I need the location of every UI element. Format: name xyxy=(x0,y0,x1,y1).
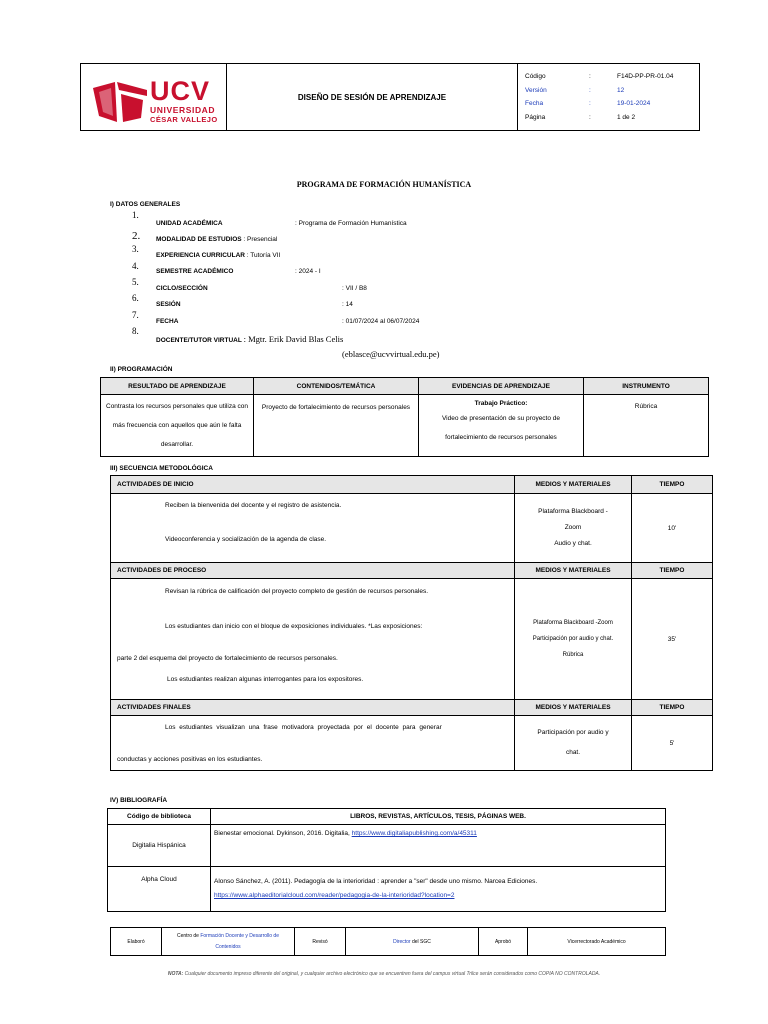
instrumento-cell: Rúbrica xyxy=(584,395,709,457)
director-suffix: del SGC xyxy=(410,938,431,945)
medio-item: Zoom xyxy=(564,524,582,531)
medio-item: Audio y chat. xyxy=(554,540,592,547)
datos-label: CICLO/SECCIÓN xyxy=(156,285,208,292)
activity-item: Revisan la rúbrica de calificación del proyecto completo de gestión de recursos personales. xyxy=(165,588,429,595)
footer-note xyxy=(0,971,768,977)
bib-code: Digitalia Hispánica xyxy=(108,825,211,867)
reviso-label: Revisó xyxy=(295,928,346,956)
inicio-tiempo: 10' xyxy=(632,494,713,563)
inicio-medios xyxy=(515,494,632,563)
logo-line2: CÉSAR VALLEJO xyxy=(150,115,218,124)
meta-value: 1 de 2 xyxy=(617,113,636,121)
datos-value: : 2024 - I xyxy=(295,268,321,275)
activity-item: Reciben la bienvenida del docente y el registro de asistencia. xyxy=(165,502,342,509)
datos-row xyxy=(156,318,178,325)
secuencia-table xyxy=(110,475,713,771)
datos-label: FECHA xyxy=(156,318,179,325)
datos-value: : 01/07/2024 al 06/07/2024 xyxy=(342,318,420,325)
tutor-email: (eblasce@ucvvirtual.edu.pe) xyxy=(342,349,440,359)
proceso-tiempo: 35' xyxy=(632,579,713,700)
finales-medios xyxy=(515,716,632,771)
datos-row xyxy=(156,334,343,344)
bib-code: Alpha Cloud xyxy=(108,867,211,912)
item-number: 7. xyxy=(132,310,139,320)
col-contenidos: CONTENIDOS/TEMÁTICA xyxy=(254,378,419,395)
bib-link[interactable]: https://www.digitaliapublishing.com/a/45311 xyxy=(351,830,477,837)
tiempo-header: TIEMPO xyxy=(632,700,713,716)
note-label: NOTA: xyxy=(167,971,184,977)
datos-label: UNIDAD ACADÉMICA xyxy=(156,220,223,227)
bib-reference xyxy=(211,825,666,867)
datos-label: SEMESTRE ACADÉMICO xyxy=(156,268,234,275)
centro-link-2: Contenidos xyxy=(215,943,241,950)
elaboro-label: Elaboró xyxy=(111,928,162,956)
datos-row xyxy=(156,220,223,227)
evidencia-text: Video de presentación de su proyecto de fortalecimiento de recursos personales xyxy=(441,415,561,441)
bibliografia-table xyxy=(107,808,666,912)
item-number: 3. xyxy=(132,244,139,254)
document-header xyxy=(80,63,700,131)
medio-item: Plataforma Blackboard -Zoom xyxy=(533,620,613,626)
program-title: PROGRAMA DE FORMACIÓN HUMANÍSTICA xyxy=(296,180,472,189)
reviso-value xyxy=(346,928,479,956)
item-number: 2. xyxy=(132,230,141,242)
tiempo-header: TIEMPO xyxy=(632,476,713,494)
section-heading-secuencia: III) SECUENCIA METODOLÓGICA xyxy=(110,465,213,472)
meta-value: 19-01-2024 xyxy=(617,100,651,107)
logo-line1: UNIVERSIDAD xyxy=(150,105,216,115)
datos-value: : 14 xyxy=(342,301,353,308)
medio-item: chat. xyxy=(565,749,581,756)
evidencias-cell xyxy=(419,395,584,457)
meta-label: Página xyxy=(525,113,546,121)
centro-text: Centro de xyxy=(176,932,201,939)
ucv-logo-icon xyxy=(93,80,147,124)
datos-row xyxy=(156,252,280,259)
datos-label: DOCENTE/TUTOR VIRTUAL xyxy=(156,337,242,344)
evidencia-title: Trabajo Práctico: xyxy=(474,400,528,407)
finales-activities xyxy=(111,716,515,771)
datos-row xyxy=(156,268,233,275)
bib-reference xyxy=(211,867,666,912)
section-heading-bibliografia: IV) BIBLIOGRAFÍA xyxy=(110,797,168,804)
item-number: 6. xyxy=(132,293,139,303)
elaboro-value xyxy=(162,928,295,956)
activity-item-continued: parte 2 del esquema del proyecto de fortalecimiento de recursos personales. xyxy=(117,655,338,662)
activity-item: Los estudiantes visualizan una frase motivadora proyectada por el docente para generar xyxy=(165,724,442,731)
col-evidencias: EVIDENCIAS DE APRENDIZAJE xyxy=(419,378,584,395)
item-number: 4. xyxy=(132,261,139,271)
medio-item: Participación por audio y xyxy=(537,729,609,736)
datos-value: : VII / B8 xyxy=(342,285,367,292)
item-number: 8. xyxy=(132,326,139,336)
meta-label: Código xyxy=(525,73,546,80)
tiempo-header: TIEMPO xyxy=(632,563,713,579)
datos-value: : Tutoría VII xyxy=(246,252,281,259)
inicio-title: ACTIVIDADES DE INICIO xyxy=(111,476,515,494)
contenidos-cell: Proyecto de fortalecimiento de recursos personales xyxy=(254,395,419,457)
meta-value: F14D-PP-PR-01.04 xyxy=(617,73,674,80)
finales-title: ACTIVIDADES FINALES xyxy=(111,700,515,716)
meta-label: Fecha xyxy=(525,100,544,107)
logo-cell xyxy=(81,64,227,130)
medio-item: Rúbrica xyxy=(562,652,584,658)
meta-value: 12 xyxy=(617,86,625,94)
programacion-table xyxy=(100,377,709,457)
proceso-medios xyxy=(515,579,632,700)
centro-link: Formación Docente y Desarrollo de xyxy=(200,932,279,939)
medios-header: MEDIOS Y MATERIALES xyxy=(515,700,632,716)
bib-ref-text: Bienestar emocional. Dykinson, 2016. Digitalia, xyxy=(214,830,352,837)
meta-separator: : xyxy=(589,113,591,121)
aprobo-label: Aprobó xyxy=(479,928,528,956)
datos-value: : Mgtr. Erik David Blas Celis xyxy=(243,334,344,344)
director-text: Director xyxy=(393,938,411,945)
finales-tiempo: 5' xyxy=(632,716,713,771)
bib-link[interactable]: https://www.alphaeditorialcloud.com/reader/pedagogia-de-la-interioridad?location=2 xyxy=(214,892,455,899)
activity-item-continued: conductas y acciones positivas en los estudiantes. xyxy=(117,756,263,763)
document-title: DISEÑO DE SESIÓN DE APRENDIZAJE xyxy=(227,64,518,130)
col-instrumento: INSTRUMENTO xyxy=(584,378,709,395)
datos-label: SESIÓN xyxy=(156,301,181,308)
datos-value: : Presencial xyxy=(243,236,278,243)
col-resultado: RESULTADO DE APRENDIZAJE xyxy=(101,378,254,395)
aprobo-value: Vicerrectorado Académico xyxy=(528,928,666,956)
resultado-cell: Contrasta los recursos personales que utiliza con más frecuencia con aquellos que aún le falta desarrollar. xyxy=(101,395,254,457)
proceso-activities xyxy=(111,579,515,700)
datos-label: EXPERIENCIA CURRICULAR xyxy=(156,252,245,259)
medios-header: MEDIOS Y MATERIALES xyxy=(515,476,632,494)
col-codigo: Código de biblioteca xyxy=(108,809,211,825)
item-number: 5. xyxy=(132,277,139,287)
datos-row xyxy=(156,285,208,292)
activity-item: Los estudiantes dan inicio con el bloque de exposiciones individuales. *Las exposiciones: xyxy=(165,623,423,630)
medio-item: Participación por audio y chat. xyxy=(532,636,614,642)
meta-label: Versión xyxy=(525,86,547,94)
note-text: Cualquier documento impreso diferente del original, y cualquier archivo electrónico que se encuentren fuera del campus virtual Trilce serán considerados como COPIA NO CONTROLADA. xyxy=(183,971,601,977)
col-referencias: LIBROS, REVISTAS, ARTÍCULOS, TESIS, PÁGINAS WEB. xyxy=(211,809,666,825)
medios-header: MEDIOS Y MATERIALES xyxy=(515,563,632,579)
activity-item: Videoconferencia y socialización de la agenda de clase. xyxy=(165,536,327,543)
item-number: 1. xyxy=(132,210,139,220)
inicio-activities xyxy=(111,494,515,563)
datos-row xyxy=(156,236,277,243)
meta-separator: : xyxy=(589,86,591,94)
approval-table xyxy=(110,927,666,956)
meta-separator: : xyxy=(589,100,591,107)
medio-item: Plataforma Blackboard - xyxy=(538,508,608,515)
bib-ref-text: Alonso Sánchez, A. (2011). Pedagogía de la interioridad : aprender a "ser" desde uno mismo. Narcea Ediciones. xyxy=(214,878,538,885)
datos-label: MODALIDAD DE ESTUDIOS xyxy=(156,236,242,243)
activity-item: Los estudiantes realizan algunas interrogantes para los expositores. xyxy=(167,676,364,683)
meta-separator: : xyxy=(589,73,591,80)
datos-value: : Programa de Formación Humanística xyxy=(295,220,407,227)
logo-brand: UCV xyxy=(150,76,211,106)
proceso-title: ACTIVIDADES DE PROCESO xyxy=(111,563,515,579)
section-heading-datos: I) DATOS GENERALES xyxy=(110,201,181,208)
datos-row xyxy=(156,301,181,308)
section-heading-programacion: II) PROGRAMACIÓN xyxy=(110,366,173,373)
